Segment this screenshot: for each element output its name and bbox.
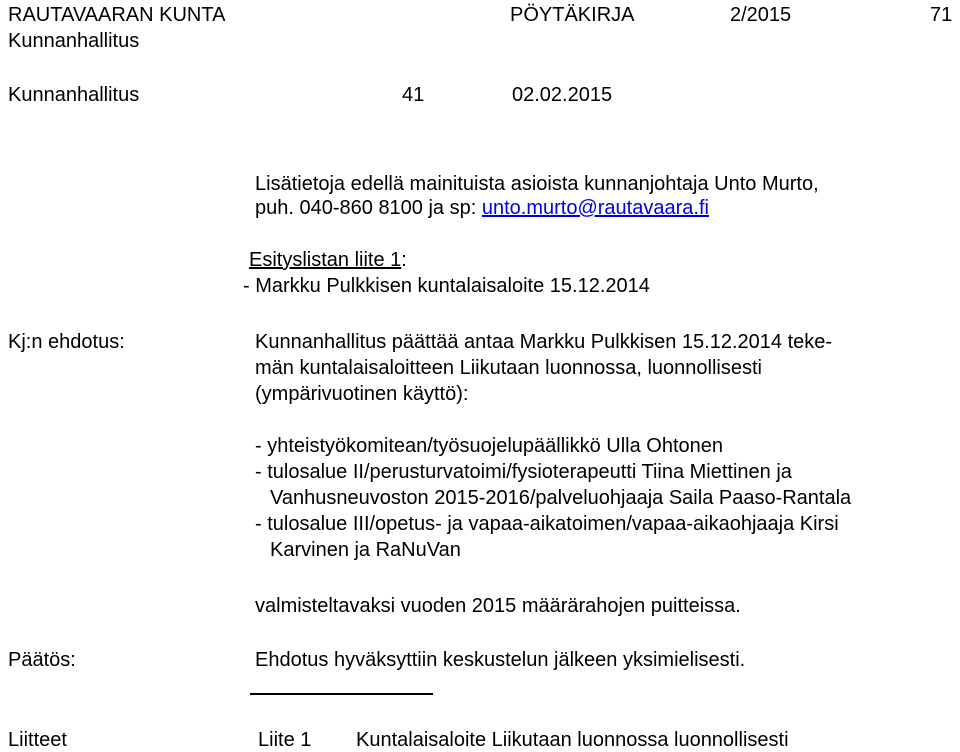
- attachment-title: Kuntalaisaloite Liikutaan luonnossa luonnollisesti: [356, 729, 789, 751]
- recipient-item: - yhteistyökomitean/työsuojelupäällikkö Ulla Ohtonen: [255, 435, 724, 457]
- proposal-line: Kunnanhallitus päättää antaa Markku Pulkkisen 15.12.2014 teke-: [255, 331, 833, 353]
- proposal-line: män kuntalaisaloitteen Liikutaan luonnossa, luonnollisesti: [255, 357, 762, 379]
- phone-text: puh. 040-860 8100 ja sp:: [255, 197, 482, 219]
- info-contact: [255, 196, 709, 220]
- document-type: PÖYTÄKIRJA: [510, 4, 635, 26]
- proposal-closing: valmisteltavaksi vuoden 2015 määrärahojen puitteissa.: [255, 595, 741, 617]
- decision-label: Päätös:: [8, 649, 76, 671]
- email-link[interactable]: unto.murto@rautavaara.fi: [481, 197, 709, 219]
- proposal-line: (ympärivuotinen käyttö):: [255, 383, 469, 405]
- attachment-reference-link[interactable]: Esityslistan liite 1: [249, 249, 402, 271]
- recipient-item: Vanhusneuvoston 2015-2016/palveluohjaaja Saila Paaso-Rantala: [270, 487, 852, 509]
- document-number: 2/2015: [730, 4, 792, 26]
- section-body: Kunnanhallitus: [8, 84, 140, 106]
- section-divider: [250, 693, 433, 695]
- info-line: Lisätietoja edellä mainituista asioista kunnanjohtaja Unto Murto,: [255, 173, 819, 195]
- attachment-reference-item: - Markku Pulkkisen kuntalaisaloite 15.12.2014: [243, 275, 650, 297]
- attachment-ref: Liite 1: [258, 729, 312, 751]
- organization-name: RAUTAVAARAN KUNTA: [8, 4, 226, 26]
- page-number: 71: [930, 4, 953, 26]
- recipient-item: Karvinen ja RaNuVan: [270, 539, 461, 561]
- proposal-label: Kj:n ehdotus:: [8, 331, 125, 353]
- recipient-item: - tulosalue II/perusturvatoimi/fysioterapeutti Tiina Miettinen ja: [255, 461, 792, 483]
- decision-text: Ehdotus hyväksyttiin keskustelun jälkeen yksimielisesti.: [255, 649, 746, 671]
- section-date: 02.02.2015: [512, 84, 613, 106]
- recipient-item: - tulosalue III/opetus- ja vapaa-aikatoimen/vapaa-aikaohjaaja Kirsi: [255, 513, 839, 535]
- attachment-reference: [249, 248, 407, 272]
- attachment-reference-colon: :: [401, 249, 407, 271]
- header-body-name: Kunnanhallitus: [8, 30, 140, 52]
- attachments-label: Liitteet: [8, 729, 67, 751]
- section-number: 41: [402, 84, 425, 106]
